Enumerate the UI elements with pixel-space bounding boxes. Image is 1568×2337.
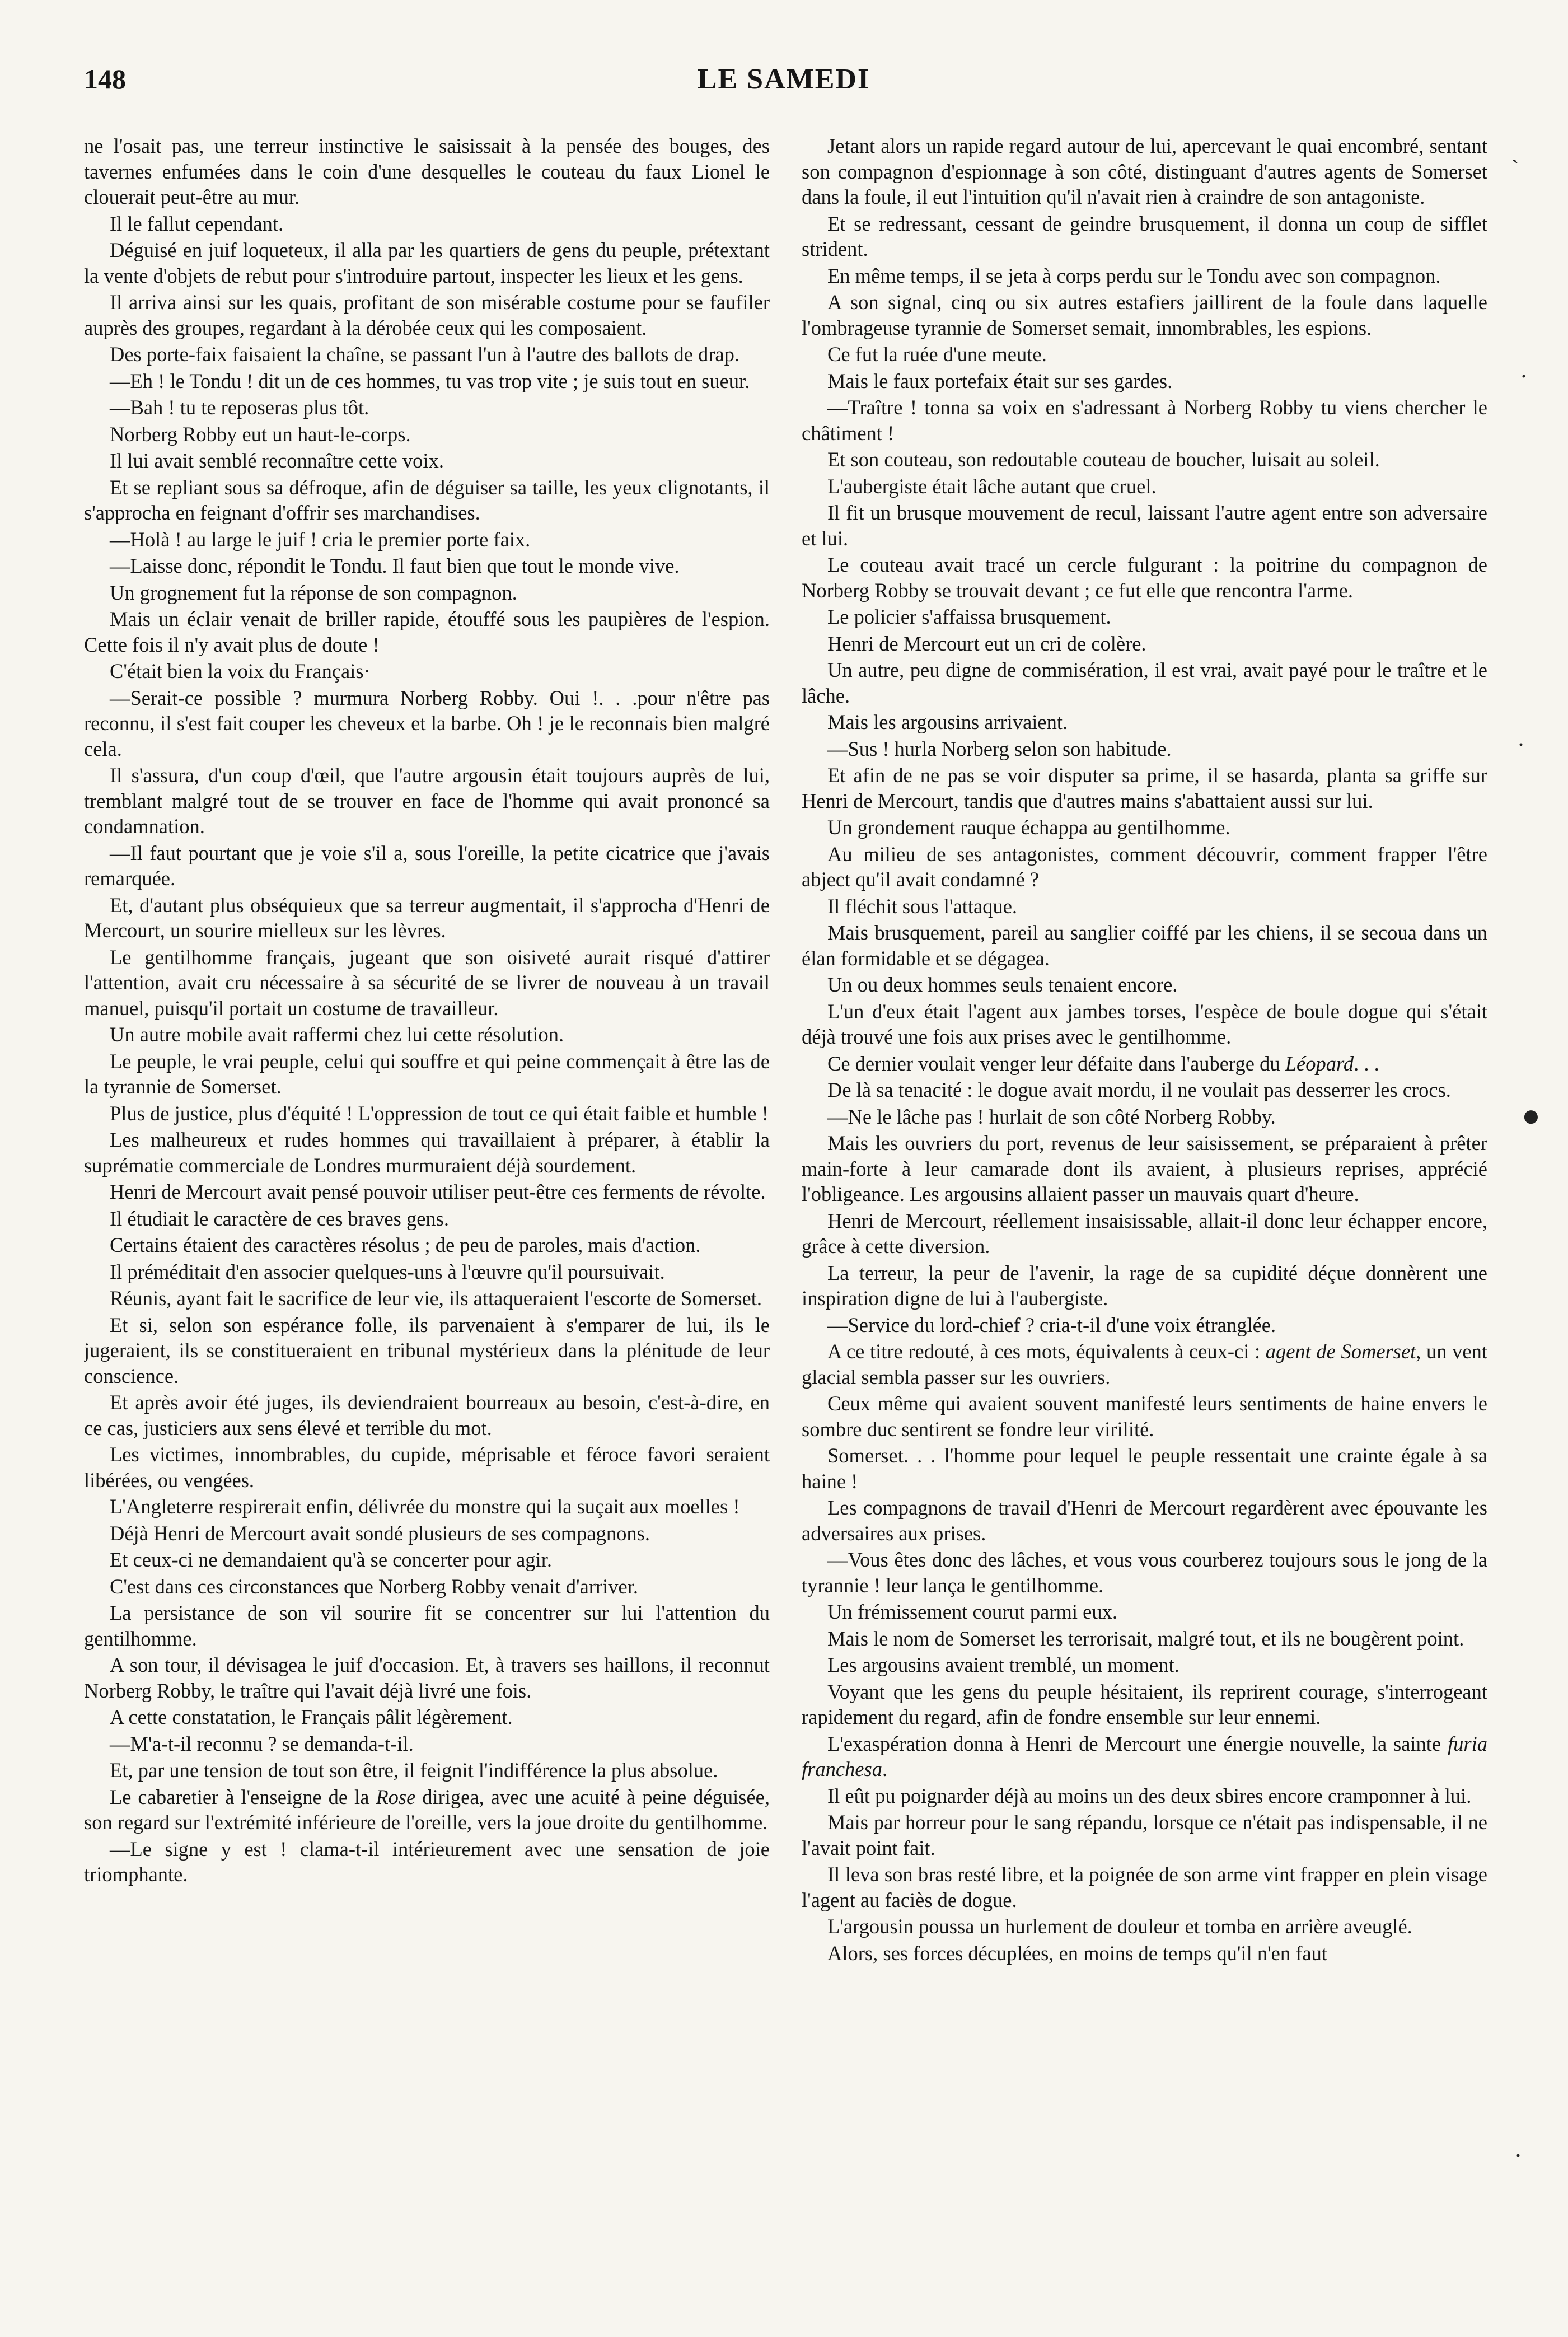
paragraph: Il leva son bras resté libre, et la poignée de son arme vint frapper en plein visage l'agent au faciès de dogue.	[802, 1863, 1487, 1911]
paragraph: —Eh ! le Tondu ! dit un de ces hommes, tu vas trop vite ; je suis tout en sueur.	[110, 369, 750, 392]
paragraph: Un grondement rauque échappa au gentilhomme.	[827, 816, 1230, 839]
paragraph: Et son couteau, son redoutable couteau de boucher, luisait au soleil.	[827, 448, 1380, 471]
paragraph: L'Angleterre respirerait enfin, délivrée du monstre qui la suçait aux moelles !	[110, 1495, 740, 1518]
paragraph: Il lui avait semblé reconnaître cette voix.	[110, 449, 444, 472]
paragraph: Mais brusquement, pareil au sanglier coiffé par les chiens, il se secoua dans un élan formidable et se dégagea.	[802, 921, 1487, 970]
paragraph: Alors, ses forces décuplées, en moins de temps qu'il n'en faut	[827, 1941, 1327, 1965]
paragraph: Il arriva ainsi sur les quais, profitant de son misérable costume pour se faufiler auprès des groupes, regardant à la dérobée ceux qui les composaient.	[84, 291, 770, 339]
paragraph: Les malheureux et rudes hommes qui travaillaient à préparer, à établir la suprématie commerciale de Londres murmuraient déjà sourdement.	[84, 1128, 770, 1177]
paragraph: Plus de justice, plus d'équité ! L'oppression de tout ce qui était faible et humble !	[110, 1101, 769, 1125]
paragraph: Il s'assura, d'un coup d'œil, que l'autre argousin était toujours auprès de lui, tremblant malgré tout de se trouver en face de l'homme qui avait prononcé sa condamnation.	[84, 764, 770, 838]
paragraph: Le gentilhomme français, jugeant que son oisiveté aurait risqué d'attirer l'attention, avait cru nécessaire à sa sécurité de se livrer de nouveau à un travail manuel, puisqu'il portait un costume de travailleur.	[84, 945, 770, 1020]
paragraph: —Sus ! hurla Norberg selon son habitude.	[827, 737, 1172, 760]
paragraph: Norberg Robby eut un haut-le-corps.	[110, 422, 411, 446]
paragraph: —Il faut pourtant que je voie s'il a, sous l'oreille, la petite cicatrice que j'avais remarquée.	[84, 841, 770, 890]
paragraph: —Vous êtes donc des lâches, et vous vous courberez toujours sous le jong de la tyrannie ! leur lança le gentilhomme.	[802, 1548, 1487, 1597]
paragraph: Le couteau avait tracé un cercle fulgurant : la poitrine du compagnon de Norberg Robby se trouvait devant ; ce fut elle que rencontra l'arme.	[802, 553, 1487, 602]
paragraph: Ce dernier voulait venger leur défaite dans l'auberge du Léopard. . .	[827, 1051, 1379, 1075]
paragraph: Un ou deux hommes seuls tenaient encore.	[827, 973, 1178, 996]
paragraph: Réunis, ayant fait le sacrifice de leur vie, ils attaqueraient l'escorte de Somerset.	[110, 1287, 762, 1310]
right-text-column	[802, 133, 1487, 2306]
paragraph: Jetant alors un rapide regard autour de lui, apercevant le quai encombré, sentant son compagnon d'espionnage à son côté, distinguant d'autres agents de Somerset dans la foule, il eut l'intuition qu'il n'avait rien à craindre de son antagoniste.	[802, 134, 1487, 208]
paragraph: Les argousins avaient tremblé, un moment.	[827, 1653, 1179, 1676]
paragraph: Les victimes, innombrables, du cupide, méprisable et féroce favori seraient libérées, ou vengées.	[84, 1443, 770, 1492]
paragraph: Déjà Henri de Mercourt avait sondé plusieurs de ses compagnons.	[110, 1521, 650, 1545]
paragraph: —Laisse donc, répondit le Tondu. Il faut bien que tout le monde vive.	[110, 554, 680, 577]
paragraph: De là sa tenacité : le dogue avait mordu, il ne voulait pas desserrer les crocs.	[827, 1078, 1451, 1101]
paragraph: Henri de Mercourt avait pensé pouvoir utiliser peut-être ces ferments de révolte.	[110, 1180, 766, 1203]
paragraph: A son signal, cinq ou six autres estafiers jaillirent de la foule dans laquelle l'ombrageuse tyrannie de Somerset semait, innombrables, les espions.	[802, 291, 1487, 339]
paragraph: Mais le nom de Somerset les terrorisait, malgré tout, et ils ne bougèrent point.	[827, 1626, 1464, 1650]
paragraph: Il le fallut cependant.	[110, 212, 284, 235]
running-title: LE SAMEDI	[697, 63, 870, 95]
margin-speck: ·	[1514, 2143, 1522, 2169]
paragraph: —Service du lord-chief ? cria-t-il d'une voix étranglée.	[827, 1313, 1276, 1336]
paragraph: Un autre mobile avait raffermi chez lui cette résolution.	[110, 1023, 564, 1046]
paragraph: Des porte-faix faisaient la chaîne, se passant l'un à l'autre des ballots de drap.	[110, 343, 739, 366]
paragraph: ne l'osait pas, une terreur instinctive le saisissait à la pensée des bouges, des tavernes enfumées dans le coin d'une desquelles le couteau du faux Lionel le clouerait peut-être au mur.	[84, 134, 770, 208]
margin-speck: ·	[1517, 732, 1525, 758]
paragraph: Henri de Mercourt, réellement insaisissable, allait-il donc leur échapper encore, grâce à cette diversion.	[802, 1209, 1487, 1258]
paragraph: L'argousin poussa un hurlement de douleur et tomba en arrière aveuglé.	[827, 1915, 1412, 1938]
paragraph: —M'a-t-il reconnu ? se demanda-t-il.	[110, 1732, 414, 1755]
paragraph: Ceux même qui avaient souvent manifesté leurs sentiments de haine envers le sombre duc sentirent se fondre leur virilité.	[802, 1392, 1487, 1441]
paragraph: La persistance de son vil sourire fit se concentrer sur lui l'attention du gentilhomme.	[84, 1601, 770, 1650]
margin-speck: ·	[1520, 364, 1528, 390]
paragraph: —Ne le lâche pas ! hurlait de son côté Norberg Robby.	[827, 1105, 1276, 1128]
paragraph: Un autre, peu digne de commisération, il est vrai, avait payé pour le traître et le lâche.	[802, 658, 1487, 707]
paragraph: A son tour, il dévisagea le juif d'occasion. Et, à travers ses haillons, il reconnut Norberg Robby, le traître qui l'avait déjà livré une fois.	[84, 1653, 770, 1702]
paragraph: Certains étaient des caractères résolus ; de peu de paroles, mais d'action.	[110, 1233, 701, 1256]
paragraph: A ce titre redouté, à ces mots, équivalents à ceux-ci : agent de Somerset, un vent glacial sembla passer sur les ouvriers.	[802, 1340, 1487, 1389]
paragraph: Il eût pu poignarder déjà au moins un des deux sbires encore cramponner à lui.	[827, 1784, 1472, 1807]
paragraph: C'était bien la voix du Français·	[110, 660, 371, 683]
paragraph: Le policier s'affaissa brusquement.	[827, 605, 1111, 628]
paragraph: L'un d'eux était l'agent aux jambes torses, l'espèce de boule dogue qui s'était déjà trouvé une fois aux prises avec le gentilhomme.	[802, 999, 1487, 1048]
paragraph: Le cabaretier à l'enseigne de la Rose dirigea, avec une acuité à peine déguisée, son regard sur l'extrémité inférieure de l'oreille, vers la joue droite du gentilhomme.	[84, 1785, 770, 1834]
paragraph: Déguisé en juif loqueteux, il alla par les quartiers de gens du peuple, prétextant la vente d'objets de rebut pour s'introduire partout, inspecter les lieux et les gens.	[84, 239, 770, 287]
paragraph: Et, d'autant plus obséquieux que sa terreur augmentait, il s'approcha d'Henri de Mercourt, un sourire mielleux sur les lèvres.	[84, 893, 770, 942]
paragraph: —Bah ! tu te reposeras plus tôt.	[110, 396, 369, 419]
paragraph: Mais les ouvriers du port, revenus de leur saisissement, se préparaient à prêter main-forte à leur camarade dont ils avaient, à plusieurs reprises, apprécié l'obligeance. Les argousins allaient passer un mauvais quart d'heure.	[802, 1132, 1487, 1205]
paragraph: Les compagnons de travail d'Henri de Mercourt regardèrent avec épouvante les adversaires aux prises.	[802, 1496, 1487, 1545]
paragraph: Il fléchit sous l'attaque.	[827, 894, 1018, 918]
paragraph: L'exaspération donna à Henri de Mercourt une énergie nouvelle, la sainte furia franchesa.	[802, 1732, 1487, 1780]
paragraph: Henri de Mercourt eut un cri de colère.	[827, 632, 1146, 655]
paragraph: Le peuple, le vrai peuple, celui qui souffre et qui peine commençait à être las de la tyrannie de Somerset.	[84, 1049, 770, 1098]
paragraph: Mais par horreur pour le sang répandu, lorsque ce n'était pas indispensable, il ne l'avait point fait.	[802, 1811, 1487, 1859]
paragraph: Et si, selon son espérance folle, ils parvenaient à s'emparer de lui, ils le jugeraient, ils se constitueraient en tribunal mystérieux dans la plénitude de leur conscience.	[84, 1313, 770, 1387]
paragraph: Somerset. . . l'homme pour lequel le peuple ressentait une crainte égale à sa haine !	[802, 1444, 1487, 1493]
paragraph: Au milieu de ses antagonistes, comment découvrir, comment frapper l'être abject qu'il avait condamné ?	[802, 842, 1487, 891]
paragraph: Un grognement fut la réponse de son compagnon.	[110, 581, 517, 604]
paragraph: Mais un éclair venait de briller rapide, étouffé sous les paupières de l'espion. Cette fois il n'y avait plus de doute !	[84, 607, 770, 656]
paragraph: Ce fut la ruée d'une meute.	[827, 343, 1047, 366]
margin-speck: ˴	[1511, 146, 1519, 171]
paragraph: L'aubergiste était lâche autant que cruel.	[827, 474, 1157, 498]
paragraph: —Holà ! au large le juif ! cria le premier porte faix.	[110, 527, 531, 551]
paragraph: Il étudiait le caractère de ces braves gens.	[110, 1207, 449, 1230]
paragraph: Un frémissement courut parmi eux.	[827, 1600, 1117, 1623]
paragraph: Et, par une tension de tout son être, il feignit l'indifférence la plus absolue.	[110, 1759, 718, 1782]
ink-blot: ●	[1522, 1099, 1541, 1133]
paragraph: C'est dans ces circonstances que Norberg Robby venait d'arriver.	[110, 1574, 638, 1598]
page-number: 148	[84, 63, 126, 95]
paragraph: Et après avoir été juges, ils deviendraient bourreaux au besoin, c'est-à-dire, en ce cas, justiciers aux sens élevé et terrible du mot.	[84, 1391, 770, 1439]
paragraph: En même temps, il se jeta à corps perdu sur le Tondu avec son compagnon.	[827, 264, 1441, 287]
paragraph: Voyant que les gens du peuple hésitaient, ils reprirent courage, s'interrogeant rapidement du regard, afin de fondre ensemble sur leur ennemi.	[802, 1680, 1487, 1728]
left-text-column	[84, 133, 770, 2306]
paragraph: —Traître ! tonna sa voix en s'adressant à Norberg Robby tu viens chercher le châtiment !	[802, 396, 1487, 445]
paragraph: Il fit un brusque mouvement de recul, laissant l'autre agent entre son adversaire et lui.	[802, 501, 1487, 550]
paragraph: —Serait-ce possible ? murmura Norberg Robby. Oui !. . .pour n'être pas reconnu, il s'est fait couper les cheveux et la barbe. Oh ! je le reconnais bien malgré cela.	[84, 686, 770, 760]
paragraph: Et afin de ne pas se voir disputer sa prime, il se hasarda, planta sa griffe sur Henri de Mercourt, tandis que d'autres mains s'abattaient aussi sur lui.	[802, 764, 1487, 812]
paragraph: La terreur, la peur de l'avenir, la rage de sa cupidité déçue donnèrent une inspiration digne de lui à l'aubergiste.	[802, 1261, 1487, 1310]
paragraph: Et se repliant sous sa défroque, afin de déguiser sa taille, les yeux clignotants, il s'approcha en feignant d'offrir ses marchandises.	[84, 475, 770, 524]
paragraph: A cette constatation, le Français pâlit légèrement.	[110, 1705, 513, 1728]
paragraph: Et se redressant, cessant de geindre brusquement, il donna un coup de sifflet strident.	[802, 212, 1487, 260]
paragraph: Et ceux-ci ne demandaient qu'à se concerter pour agir.	[110, 1548, 552, 1571]
page-header	[84, 63, 1483, 107]
paragraph: Mais le faux portefaix était sur ses gardes.	[827, 369, 1173, 392]
paragraph: Il préméditait d'en associer quelques-uns à l'œuvre qu'il poursuivait.	[110, 1260, 665, 1283]
paragraph: —Le signe y est ! clama-t-il intérieurement avec une sensation de joie triomphante.	[84, 1837, 770, 1886]
paragraph: Mais les argousins arrivaient.	[827, 711, 1068, 733]
